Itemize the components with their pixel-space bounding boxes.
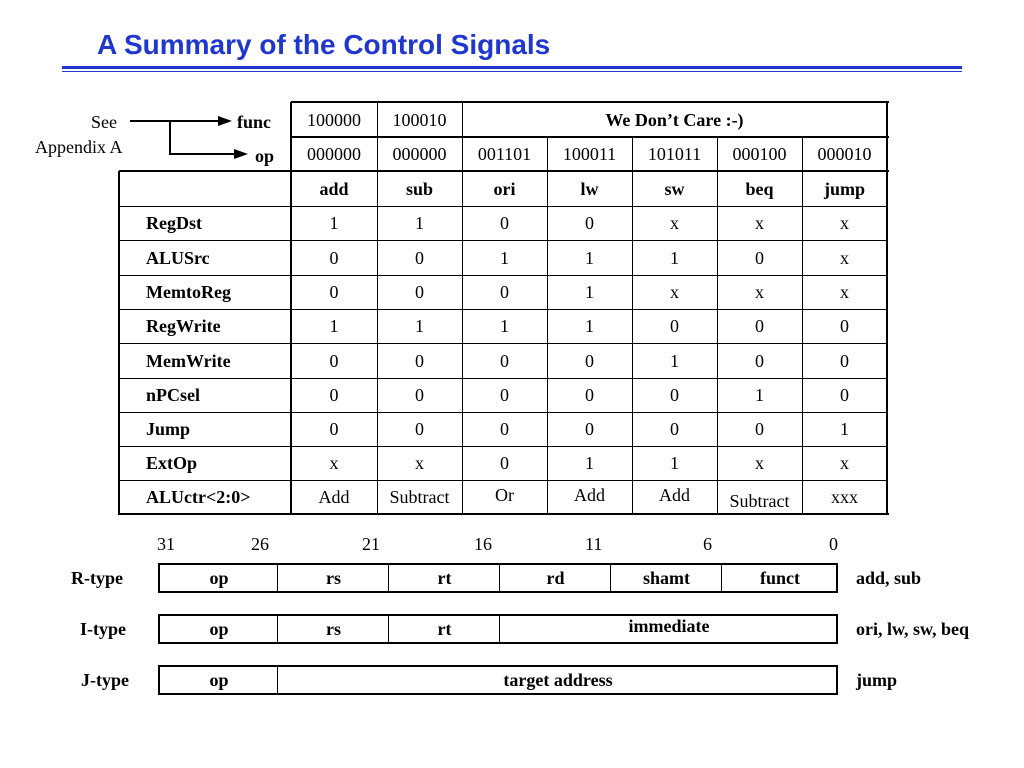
signal-name-cell: ALUctr<2:0> xyxy=(146,487,251,507)
signal-value-cell: 0 xyxy=(329,282,339,302)
instruction-header-cell: beq xyxy=(745,178,774,199)
format-field: rs xyxy=(326,567,341,588)
instruction-header-cell: sub xyxy=(405,178,434,199)
format-field-separator xyxy=(277,565,278,591)
signal-value-cell: 0 xyxy=(500,350,509,371)
op-label: op xyxy=(255,146,275,166)
table-gridline xyxy=(119,446,888,447)
signal-value-cell: 0 xyxy=(415,247,424,268)
signal-value-cell: 0 xyxy=(585,213,594,233)
signal-value-cell: 0 xyxy=(329,350,339,371)
side-note-see: See xyxy=(91,112,117,132)
format-field-separator xyxy=(499,565,500,591)
signal-value-cell: 1 xyxy=(500,316,509,336)
signal-value-cell: 0 xyxy=(500,385,509,405)
signal-value-cell: x xyxy=(840,282,849,302)
signal-value-cell: x xyxy=(415,453,424,473)
format-field: rs xyxy=(326,618,341,639)
op-code-cell: 000010 xyxy=(817,144,872,164)
signal-value-cell: 0 xyxy=(329,247,339,268)
signal-value-cell: x xyxy=(840,213,849,233)
format-field: shamt xyxy=(642,567,690,588)
signal-value-cell: 0 xyxy=(500,419,509,439)
signal-value-cell: 0 xyxy=(755,350,764,371)
table-gridline xyxy=(119,412,888,413)
instruction-header-cell: add xyxy=(319,178,349,199)
op-code-cell: 001101 xyxy=(477,144,532,164)
format-field-separator xyxy=(277,667,278,693)
signal-value-cell: 0 xyxy=(670,316,679,336)
bit-position-label: 6 xyxy=(703,534,712,554)
signal-value-cell: 0 xyxy=(500,282,509,302)
bit-position-label: 31 xyxy=(157,534,175,554)
signal-value-cell: 0 xyxy=(415,350,424,371)
table-gridline xyxy=(291,101,889,103)
format-field: rt xyxy=(437,567,452,588)
dont-care-cell: We Don’t Care :-) xyxy=(605,109,744,130)
signal-value-cell: 0 xyxy=(755,419,764,439)
bit-position-label: 11 xyxy=(585,534,603,554)
signal-value-cell: 1 xyxy=(329,316,339,336)
format-field: op xyxy=(209,567,229,588)
signal-value-cell: 0 xyxy=(415,419,424,439)
table-gridline xyxy=(119,480,888,481)
signal-value-cell: Add xyxy=(659,485,690,505)
signal-value-cell: 0 xyxy=(415,385,424,405)
signal-value-cell: 0 xyxy=(585,385,594,405)
bit-position-label: 21 xyxy=(362,534,380,554)
signal-value-cell: 0 xyxy=(500,453,509,473)
format-type-label: J-type xyxy=(81,670,129,690)
signal-value-cell: Add xyxy=(318,487,350,507)
signal-value-cell: x xyxy=(670,213,679,233)
table-gridline xyxy=(119,240,888,241)
format-type-label: I-type xyxy=(80,619,126,639)
table-gridline xyxy=(802,137,803,515)
signal-value-cell: 0 xyxy=(585,350,594,371)
page-title: A Summary of the Control Signals xyxy=(97,29,551,60)
signal-value-cell: 1 xyxy=(585,316,594,336)
signal-value-cell: 1 xyxy=(329,213,339,233)
func-code-cell: 100000 xyxy=(307,109,361,130)
signal-value-cell: 0 xyxy=(500,213,509,233)
arrow-head-op xyxy=(234,149,248,159)
table-gridline xyxy=(119,170,889,172)
signal-value-cell: 0 xyxy=(670,419,679,439)
signal-value-cell: 0 xyxy=(755,316,764,336)
signal-value-cell: 0 xyxy=(329,419,339,439)
format-instructions-label: add, sub xyxy=(856,568,922,588)
format-field-separator xyxy=(388,565,389,591)
signal-name-cell: Jump xyxy=(146,419,191,439)
signal-name-cell: ExtOp xyxy=(146,453,198,473)
signal-name-cell: RegDst xyxy=(146,213,202,233)
table-gridline xyxy=(886,102,888,515)
signal-name-cell: MemtoReg xyxy=(146,282,231,302)
signal-value-cell: Add xyxy=(574,485,605,505)
op-code-cell: 100011 xyxy=(562,144,617,164)
format-field: op xyxy=(209,669,229,690)
signal-value-cell: 1 xyxy=(415,213,424,233)
signal-value-cell: 1 xyxy=(500,247,509,268)
signal-value-cell: x xyxy=(755,282,764,302)
signal-value-cell: x xyxy=(840,247,849,268)
signal-value-cell: 1 xyxy=(840,419,849,439)
table-gridline xyxy=(119,206,888,207)
signal-value-cell: 0 xyxy=(329,385,339,405)
signal-name-cell: MemWrite xyxy=(146,350,231,371)
format-instructions-label: ori, lw, sw, beq xyxy=(856,619,970,639)
signal-value-cell: 0 xyxy=(840,385,849,405)
signal-value-cell: 1 xyxy=(585,453,594,473)
func-code-cell: 100010 xyxy=(392,109,447,130)
instruction-header-cell: sw xyxy=(664,178,685,199)
table-gridline xyxy=(291,136,889,138)
table-gridline xyxy=(118,171,120,515)
format-field-separator xyxy=(610,565,611,591)
signal-value-cell: 1 xyxy=(415,316,424,336)
signal-value-cell: 1 xyxy=(670,453,679,473)
signal-value-cell: 0 xyxy=(415,282,424,302)
signal-value-cell: x xyxy=(755,213,764,233)
format-field: target address xyxy=(503,669,613,690)
table-gridline xyxy=(717,137,718,515)
signal-value-cell: 1 xyxy=(585,282,594,302)
side-note-appendix: Appendix A xyxy=(35,137,123,157)
format-field-separator xyxy=(499,616,500,642)
signal-value-cell: 0 xyxy=(670,385,679,405)
format-field: rt xyxy=(437,618,452,639)
signal-value-cell: 1 xyxy=(755,385,764,405)
instruction-header-cell: jump xyxy=(823,178,865,199)
signal-value-cell: 1 xyxy=(670,350,679,371)
signal-value-cell: x xyxy=(840,453,849,473)
arrow-head-func xyxy=(218,116,232,126)
op-code-cell: 000100 xyxy=(732,144,787,164)
table-gridline xyxy=(119,378,888,379)
format-box xyxy=(158,614,838,644)
format-field: immediate xyxy=(628,615,710,636)
table-gridline xyxy=(119,309,888,310)
instruction-header-cell: lw xyxy=(580,178,599,199)
signal-name-cell: ALUSrc xyxy=(146,247,210,268)
table-gridline xyxy=(462,102,463,515)
format-field: funct xyxy=(760,567,800,588)
signal-value-cell: x xyxy=(755,453,764,473)
signal-value-cell: 0 xyxy=(585,419,594,439)
signal-value-cell: xxx xyxy=(831,487,858,507)
format-field: rd xyxy=(546,567,565,588)
op-code-cell: 101011 xyxy=(647,144,702,164)
format-box xyxy=(158,665,838,695)
table-gridline xyxy=(119,275,888,276)
table-gridline xyxy=(119,343,888,344)
signal-name-cell: RegWrite xyxy=(146,316,221,336)
format-field: op xyxy=(209,618,229,639)
table-gridline xyxy=(632,137,633,515)
bit-position-label: 26 xyxy=(251,534,269,554)
format-type-label: R-type xyxy=(71,568,123,588)
bit-position-label: 16 xyxy=(474,534,492,554)
signal-value-cell: x xyxy=(670,282,679,302)
format-instructions-label: jump xyxy=(856,670,898,690)
signal-value-cell: 0 xyxy=(755,247,764,268)
format-field-separator xyxy=(388,616,389,642)
signal-value-cell: Or xyxy=(495,485,514,505)
signal-value-cell: 1 xyxy=(670,247,679,268)
signal-value-cell: Subtract xyxy=(729,491,790,511)
bit-position-label: 0 xyxy=(829,534,838,554)
signal-value-cell: Subtract xyxy=(389,487,450,507)
format-box xyxy=(158,563,838,593)
format-field-separator xyxy=(721,565,722,591)
signal-value-cell: x xyxy=(329,453,339,473)
signal-value-cell: 0 xyxy=(840,350,849,371)
table-gridline xyxy=(547,137,548,515)
table-gridline xyxy=(119,513,889,515)
func-label: func xyxy=(237,112,272,132)
op-code-cell: 000000 xyxy=(307,144,361,164)
table-gridline xyxy=(290,102,292,515)
table-gridline xyxy=(377,102,378,515)
instruction-header-cell: ori xyxy=(493,178,516,199)
op-code-cell: 000000 xyxy=(392,144,447,164)
signal-value-cell: 1 xyxy=(585,247,594,268)
signal-value-cell: 0 xyxy=(840,316,849,336)
signal-name-cell: nPCsel xyxy=(146,385,200,405)
format-field-separator xyxy=(277,616,278,642)
